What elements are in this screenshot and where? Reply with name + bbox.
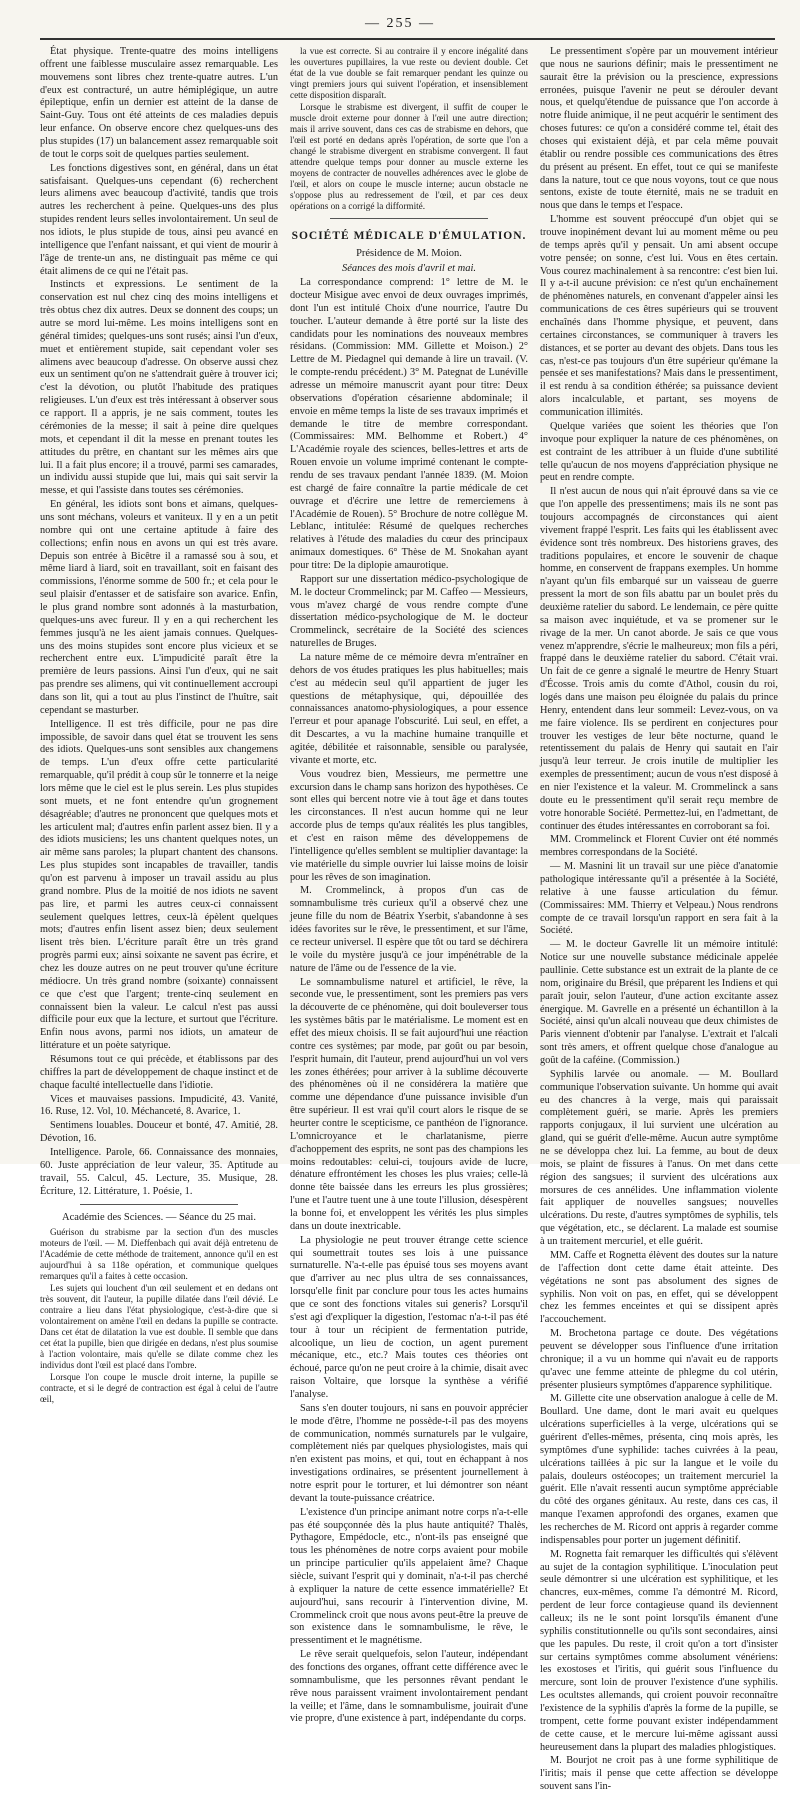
paragraph: M. Gillette cite une observation analogue à celle de M. Boullard. Une dame, dont le mari avait eu quelques ulcérations superficielles à la verge, ulcérations qui se guérirent d'elles-mêmes, présenta, cinq mois après, les symptômes d'une syphilide: taches cuivrées à la peau, ulcérations taillées à pic sur la langue et le voile du palais, douleurs ostéocopes; un traitement mercuriel la guérit. Elle n'avait ressenti aucun symptôme appréciable du côté des organes génitaux. Au reste, dans ces cas, il manque l'examen approfondi des organes, examen que les recherches de M. Ricord ont appris à regarder comme indispensables pour porter un jugement définitif. [540,1393,778,1546]
paragraph: Lorsque l'on coupe le muscle droit interne, la pupille se contracte, et si le degré de contraction est égal à celui de l'autre œil, [40,1372,278,1405]
paragraph: Vous voudrez bien, Messieurs, me permettre une excursion dans le champ sans horizon des hypothèses. Ce sont elles qui bercent notre vie à tout âge et dans toutes les circonstances. Il n'est aucun homme qui ne leur accorde plus de temps qu'aux réalités les plus tangibles, et c'est en raison même des développemens de l'intelligence qu'elles semblent se multiplier davantage: la vie matérielle du simple ouvrier lui laisse moins de loisir pour les rêves de son imagination. [290,768,528,883]
paragraph: M. Bourjot ne croit pas à une forme syphilitique de l'iritis; mais il pense que cette affection se développe souvent sans l'in- [540,1755,778,1793]
paragraph: Syphilis larvée ou anomale. — M. Boullard communique l'observation suivante. Un homme qui avait eu des chancres à la verge, mais qui paraissait complètement guéri, se marie. Après les premiers rapports conjugaux, il lui survient une ulcération au gland, qui se guérit d'elle-même. Aucun autre symptôme ne se développa chez lui. La femme, au bout de deux mois, se plaint de fissures à l'anus. On met dans cette région des sangsues; il survient des ulcérations aux morsures de ces annélides. Une inflammation violente fait appliquer de nouvelles sangsues; nouvelles ulcérations. Du reste, d'autres symptômes de syphilis, tels que végétation, etc., se déclarent. La malade est soumise à un traitement mercuriel, et elle guérit. [540,1068,778,1248]
paragraph: Sans s'en douter toujours, ni sans en pouvoir apprécier le mode d'être, l'homme ne possède-t-il pas des moyens de communication, nommés surnaturels par le vulgaire, complètement niés par quelques physiologistes, mais qui n'en existent pas moins, et qui, tout en échappant à nos investigations ordinaires, se présentent journellement à notre esprit pour le torturer, et lui démontrer son néant devant la toute-puissance créatrice. [290,1402,528,1504]
academy-body [40,1227,278,1406]
paragraph: M. Rognetta fait remarquer les difficultés qui s'élèvent au sujet de la contagion syphilitique. L'inoculation peut seule démontrer si une ulcération est syphilitique, et les chancres, eux-mêmes, comme l'a démontré M. Ricord, perdent de leur force contagieuse quand ils deviennent calleux; ils ne le sont point lorsqu'ils émanent d'une syphilis constitutionnelle ou qu'ils sont secondaires, ainsi que les papules. Du reste, il croit qu'on a tort d'insister sur certains symptômes comme absolument vénériens: les exostoses et l'iritis, qui guérit sous l'influence du mercure, sont loin de prouver l'existence d'une syphilis. Les ocultstes allemands, qui croient pouvoir reconnaître l'existence de la syphilis d'après la forme de la pupille, se trompent, cette forme pouvant exister indépendamment de cette cause, et le mercure lui-même agissant aussi heureusement dans la plupart des maladies phlogistiques. [540,1548,778,1753]
section-divider [330,218,488,219]
paragraph: Intelligence. Il est très difficile, pour ne pas dire impossible, de savoir dans quel état se trouvent les sens des idiots. Quelques-uns sont sensibles aux changemens de temps. L'un d'eux offre cette particularité remarquable, qu'il prédit à coup sûr le tonnerre et la neige lors même que le ciel est le plus serein. Les plus stupides sont muets, et ne font entendre qu'un grognement désagréable; d'autres ne prononcent que quelques mots et les articulent mal; d'autres enfin parlent assez bien. Il y a des idiots musiciens; les uns chantent quelques notes, un air même sans paroles; la plupart chantent des chansons. Les plus stupides sont incapables de travailler, tandis qu'on est parvenu à imposer un travail assidu au plus grand nombre. Plus de la moitié de nos idiots ne savent pas lire, et parmi les autres ceux-ci connaissent seulement quelques lettres, ceux-là épèlent quelques mots; d'autres enfin lisent assez bien; deux seulement lisent très bien. L'écriture paraît être un très grand progrès parmi eux; ainsi soixante ne savent pas écrire, et chez les douze autres on ne peut trouver qu'une écriture médiocre. Un très grand nombre (soixante) connaissent ce que c'est que l'argent; trente-cinq seulement en connaissent bien la valeur. Le calcul n'est pas aussi difficile pour eux que la lecture, et surtout que l'écriture. Enfin nous avons, parmi nos idiots, un amateur de littérature et un poète satyrique. [40,718,278,1052]
paragraph: MM. Crommelinck et Florent Cuvier ont été nommés membres correspondans de la Société. [540,834,778,859]
paragraph: Résumons tout ce qui précède, et établissons par des chiffres la part de développement de chaque instinct et de chaque faculté intellectuelle dans l'idiotie. [40,1054,278,1091]
paragraph: En général, les idiots sont bons et aimans, quelques-uns sont méchans, voleurs et vaniteux. Il y en a un petit nombre qui ont une certaine aptitude à faire des collections; enfin nous en avons un qui est très avare. Depuis son entrée à Bicêtre il a ramassé sou à sou, et même liard à liard, soit en travaillant, soit en faisant des commissions, l'énorme somme de 500 fr.; et cela pour le seul plaisir d'entasser et de satisfaire son avarice. Enfin, le plus grand nombre sont adonnés à la masturbation, quelques-uns avec fureur. Il y en a qui recherchent les femmes jusqu'à ne les aient jamais connues. Quelques-uns des moins stupides sont encore plus vicieux et se recherchent entre eux. L'impudicité paraît être la première de leurs passions. Ainsi l'un d'eux, qui ne sait pas prendre ses alimens, qui vit continuellement accroupi dans son lit, qui a tout au plus l'instinct de l'huître, sait cependant se masturber. [40,499,278,716]
paragraph: Guérison du strabisme par la section d'un des muscles moteurs de l'œil. — M. Dieffenbach qui avait déjà entretenu de l'Académie de cette méthode de traitement, annonce qu'il en est aujourd'hui à sa 118e opération, et communique quelques remarques qu'il a faites à cette occasion. [40,1226,278,1281]
paragraph: — M. Masnini lit un travail sur une pièce d'anatomie pathologique intéressante qu'il a présentée à la Société, relative à une fausse articulation du fémur. (Commissaires: MM. Thierry et Velpeau.) Nous rendrons compte de ce travail lorsqu'un rapport en sera fait à la Société. [540,861,778,937]
column-3 [540,46,778,1793]
paragraph: La physiologie ne peut trouver étrange cette science qui soumettrait toutes ses lois à une puissance surnaturelle. N'a-t-elle pas épuisé tous ses moyens avant que d'arriver au nec plus ultra de ses connaissances, lorsqu'elle finit par conclure pour tous les actes humains que ce sont des fonctions vitales sui generis? Lorsqu'il s'est agi d'expliquer la digestion, l'estomac n'a-t-il pas été tour à tour un récipient de fermentation putride, alcoolique, un lieu de coction, un agent purement mécanique, etc., etc.? Mais toutes ces théories ont échoué, parce qu'on ne peut croire à la chimie, disait avec raison Voltaire, que lorsque la synthèse a vérifié l'analyse. [290,1234,528,1400]
paragraph: État physique. Trente-quatre des moins intelligens offrent une faiblesse musculaire assez remarquable. Les mouvemens sont libres chez trente-quatre autres. L'un d'eux est contracturé, un autre hémiplégique, un autre épileptique, enfin un dernier est atteint de la danse de Saint-Guy. Tous ont été atteints de ces maladies depuis leur enfance. On observe encore chez quelques-uns des plus stupides (17) un balancement assez remarquable soit de tout le corps soit de quelques parties seulement. [40,46,278,160]
paragraph: La correspondance comprend: 1° lettre de M. le docteur Misigue avec envoi de deux ouvrages imprimés, dont l'un est intitulé Choix d'une nourrice, l'autre Du toucher. L'auteur demande à être porté sur la liste des candidats pour les nominations des nouveaux membres résidans. (Commission: MM. Gillette et Moison.) 2° Lettre de M. Piedagnel qui demande à lire un travail. (V. le compte-rendu précédent.) 3° M. Pategnat de Lunéville adresse un mémoire manuscrit ayant pour titre: Deux observations d'opération césarienne abdominale; il envoie en même temps la liste de ses travaux imprimés et demande le titre de membre correspondant. (Commissaires: MM. Belhomme et Robert.) 4° L'Académie royale des sciences, belles-lettres et arts de Rouen envoie un volume imprimé contenant le compte-rendu de ses travaux pendant l'année 1839. (M. Moion est chargé de faire connaître la partie médicale de cet ouvrage et d'écrire une lettre de remerciemens à l'Académie de Rouen). 5° Brochure de notre collègue M. Leblanc, intitulée: Résumé de quelques recherches relatives à l'étude des maladies du cœur des principaux animaux domestiques. 6° Thèse de M. Snokahan ayant pour titre: De la diplopie amaurotique. [290,277,528,571]
column-2 [290,46,528,1725]
header-rule [40,38,775,40]
paragraph: Intelligence. Parole, 66. Connaissance des monnaies, 60. Juste appréciation de leur valeur, 35. Aptitude au travail, 55. Calcul, 45. Lecture, 35. Musique, 28. Écriture, 12. Littérature, 1. Poésie, 1. [40,1147,278,1197]
paragraph: M. Brochetona partage ce doute. Des végétations peuvent se développer sous l'influence d'une irritation chronique; il a vu un homme qui n'avait eu de rapports qu'avec une femme atteinte de phlegme du col utérin, présenter plusieurs symptômes d'apparence syphilitique. [540,1328,778,1391]
academy-heading: Académie des Sciences. — Séance du 25 mai. [62,1212,256,1224]
paragraph: la vue est correcte. Si au contraire il y encore inégalité dans les ouvertures pupillaires, la vue reste ou devient double. Cet état de la vue double se fait remarquer pendant les quinze ou vingt premiers jours qui suivent l'opération, et insensiblement cette disposition disparaît. [290,46,528,101]
section-divider [80,1204,238,1205]
paragraph: Instincts et expressions. Le sentiment de la conservation est nul chez cinq des moins intelligens et très obtus chez dix autres. Deux se donnent des coups; un autre se mord lui-même. Les moins intelligens sont en général timides; quelques-uns sont rusés; ainsi l'un d'eux, muet et entièrement stupide, sait cependant voler ses alimens avec beaucoup d'adresse. On observe aussi chez eux un sentiment qu'on ne s'attendrait guère à trouver ici; c'est la dévotion, ou plutôt l'habitude des pratiques religieuses. L'un d'eux est très intéressant à observer sous ce rapport. Il a appris, je ne sais comment, toutes les cérémonies de la messe; il sait à peine dire quelques mots, et cependant il dit la messe en prenant toutes les attitudes du prêtre, en chantant sur les mêmes airs que lui. Il a fait plus encore; il a trouvé, parmi ses camarades, un individu aussi stupide que lui, mais qui sait servir la messe, et qui l'assiste dans toutes ses cérémonies. [40,279,278,497]
paragraph: Lorsque le strabisme est divergent, il suffit de couper le muscle droit externe pour donner à l'œil une autre direction; mais il arrive souvent, dans ces cas de strabisme en dehors, que l'œil est porté en dedans après l'opération, de sorte que l'on a changé le strabisme divergent en strabisme convergent. Il faut attendre quelque temps pour donner au muscle externe les moyens de contracter de nouvelles adhérences avec le globe de l'œil, et alors on coupe le muscle interne; aucun obstacle ne s'oppose plus au redressement de l'œil, et par ces deux opérations on a corrigé la difformité. [290,102,528,212]
paragraph: M. Crommelinck, à propos d'un cas de somnambulisme très curieux qu'il a observé chez une jeune fille du nom de Béatrix Yserbit, s'abandonne à ses idées favorites sur le rêve, le pressentiment, et sur l'âme, ce recteur universel. Il espère que tôt ou tard se déchirera le voile du mystère jusqu'à ce jour impénétrable de la nature de l'âme ou de l'essence de la vie. [290,885,528,974]
paragraph: MM. Caffe et Rognetta élèvent des doutes sur la nature de l'affection dont cette dame était atteinte. Des végétations ne sont pas absolument des signes de syphilis. Non voit on pas, en effet, qui se développent chez les femmes enceintes et qui se dissipent après l'accouchement. [540,1249,778,1326]
paragraph: Le somnambulisme naturel et artificiel, le rêve, la seconde vue, le pressentiment, sont les premiers pas vers la découverte de ce phénomène, qui doit bouleverser tous les systèmes bâtis par le matérialisme. Le moment est en effet des mieux choisis. Il se fait aujourd'hui une réaction contre ces systèmes; par mode, par goût ou par besoin, l'esprit humain, dit l'auteur, prend aujourd'hui un vol vers les zones éthérées; pour arriver à la sublime découverte des phénomènes où il ne considérera la matière que comme une dépendance d'une puissance invisible d'un être supérieur. Il est vrai qu'il court alors le risque de se heurter contre le scepticisme, ce panthéon de l'ignorance. L'omnicroyance et le charlatanisme, pierre d'achoppement des esprits, ne sont pas des champions les moins redoutables: celui-ci, toujours avide de lucre, dénature effrontément les choses les plus vraies; celle-là donne tête baissée dans les erreurs les plus grossières; l'une et l'autre tuent une à une toute l'illusion, désespèrent la bonne foi, et enveloppent les vérités les plus simples dans un doute inextricable. [290,976,528,1232]
society-body [290,277,528,1726]
society-session: Séances des mois d'avril et mai. [341,262,477,274]
col3-body [540,46,778,1794]
col2-intro [290,46,528,212]
paragraph: Les fonctions digestives sont, en général, dans un état satisfaisant. Quelques-uns cependant (6) recherchent leurs alimens avec beaucoup d'activité, tandis que trois autres les recherchent à peine. Quelques-uns des plus stupides rendent leurs selles involontairement. Un seul de nos idiots, le plus stupide de tous, ainsi peu avancé en intelligence que l'enfant naissant, et qui vient de mourir à l'âge de trente-un ans, ne distinguait pas même ce qui était alimens de ce qui ne l'était pas. [40,162,278,277]
column-1 [40,46,278,1405]
paragraph: La nature même de ce mémoire devra m'entraîner en dehors de vos études pratiques les plus habituelles; mais c'est au médecin seul qu'il appartient de juger les questions de métaphysique, qui, dépouillée des connaissances anatomo-physiologiques, a pour essence l'erreur et pour apanage l'obscurité. Lui seul, en effet, a dit Descartes, a vu la machine humaine tranquille et agitée, débilitée et raisonnable, sensible ou paralysée, vivante et morte, etc. [290,652,528,766]
paragraph: Vices et mauvaises passions. Impudicité, 43. Vanité, 16. Ruse, 12. Vol, 10. Méchanceté, 8. Avarice, 1. [40,1093,278,1118]
paragraph: — M. le docteur Gavrelle lit un mémoire intitulé: Notice sur une nouvelle substance médicinale appelée paullinie. Cette substance est un extrait de la plante de ce nom, originaire du Brésil, que préparent les Indiens et qui paraît jouir, selon l'auteur, d'une action excitante assez énergique. M. Gavrelle en a présenté un échantillon à la Société, ainsi qu'un alcali nouveau que deux chimistes de Paris viennent d'obtenir par l'analyse. L'extrait et l'alcali sont très amers, et offrent quelque chose d'analogue au goût de la caféine. (Commission.) [540,939,778,1067]
paragraph: Quelque variées que soient les théories que l'on invoque pour expliquer la nature de ces phénomènes, on est contraint de les attribuer à un fluide d'une subtilité telle qu'aucun de nos moyens d'appréciation physique ne peut en rendre compte. [540,420,778,484]
paragraph: Rapport sur une dissertation médico-psychologique de M. le docteur Crommelinck; par M. Caffeo — Messieurs, vous m'avez chargé de vous rendre compte d'une dissertation médico-psychologique de M. le docteur Crommelinck, secrétaire de la Société des sciences naturelles de Bruges. [290,573,528,650]
society-presidence: Présidence de M. Moion. [356,247,462,259]
paragraph: Le pressentiment s'opère par un mouvement intérieur que nous ne saurions définir; mais le pressentiment ne saurait être la prévision ou la prescience, expressions erronées, puisque l'avenir ne peut se dérouler devant nous, et quelqu'étendue de puissance que l'on accorde à notre fluide animique, il ne peut acquérir le sentiment des choses futures: ce qu'on a considéré comme tel, était des choses qui existaient déjà, et par cela même pouvait établir ou rendre possible ces communications des êtres du présent au présent. En effet, tout ce qui se manifeste dans la nature, tout ce que nous voyons, tout ce que nous sentons, existe de toute éternité, mais ne se traduit en nous que dans le temps et l'espace. [540,46,778,212]
society-heading: SOCIÉTÉ MÉDICALE D'ÉMULATION. [291,230,527,243]
paragraph: Les sujets qui louchent d'un œil seulement et en dedans ont très souvent, dit l'auteur, la pupille dilatée dans l'œil dévié. Le contraire a lieu dans l'état physiologique, c'est-à-dire que si volontairement on amène l'œil en dedans la pupille se contracte. Dans cet état de dilatation la vue est double. Il semble que dans cet état la pupille, bien que dirigée en dedans, n'est plus soumise à l'action volontaire, mais qu'elle se dilate comme chez les individus dont l'œil est placé dans l'ombre. [40,1282,278,1370]
paragraph: Il n'est aucun de nous qui n'ait éprouvé dans sa vie ce que l'on appelle des pressentimens; mais ils ne sont pas toujours accompagnés de circonstances qui aient vivement frappé l'esprit. Les faits qui les établissent avec évidence sont très nombreux. Des historiens graves, des traditions populaires, et encore le souvenir de chaque homme, en conservent de frappans exemples. Un homme n'ayant qu'un fils embarqué sur un vaisseau de guerre pressent la mort de son fils abattu par un boulet près du deuxième ratelier du sabord. Le lendemain, ce père quitte sa maison avec inquiétude, et va se promener sur le rivage de la mer. Un canot aborde. Je sais ce que vous venez m'apprendre, s'écrie le malheureux; mon fils a péri, frappé dans le deuxième ratelier du sabord. C'était vrai. Un fait de ce genre a signalé le meurtre de Henry Stuart d'Écosse. Trois amis du comte d'Athol, cousin du roi, logés dans une maison peu éloignée du palais du prince Henry, entendent dans leur sommeil: Levez-vous, on va me faire violence. Ils se perdirent en conjectures pour trouver les vestiges de leur bête nocturne, quand le retentissement du palais de Henry qui sautait en l'air jusqu'à leur terreur. Je crois inutile de multiplier les exemples de pressentiment; aucun de vous n'est disposé à en nier l'existence et la valeur. M. Crommelinck a sans doute eu le pressentiment qu'il serait reçu membre de votre honorable Société. Permettez-lui, en l'admettant, de continuer des études intéressantes en corroborant sa foi. [540,486,778,832]
paragraph: Sentimens louables. Douceur et bonté, 47. Amitié, 28. Dévotion, 16. [40,1120,278,1145]
col1-body [40,46,278,1198]
paragraph: L'existence d'un principe animant notre corps n'a-t-elle pas été soupçonnée dès la plus haute antiquité? Thalès, Pythagore, Empédocle, etc., n'ont-ils pas enseigné que tous les phénomènes de notre corps avaient pour mobile un principe particulier qu'ils appelaient âme? Chaque siècle, suivant l'esprit qui y dominait, n'a-t-il pas cherché à expliquer la nature de cette essence immatérielle? Et aujourd'hui, sans recourir à l'intervention divine, M. Crommelinck croit que nous avons peut-être la preuve de son existence dans le somnambulisme, le rêve, le pressentiment et le magnétisme. [290,1506,528,1647]
page-number: — 255 — [365,16,435,31]
paragraph: L'homme est souvent préoccupé d'un objet qui se trouve inopinément devant lui au moment même ou peu de temps après qu'il y pensait. Un ami absent occupe votre pensée; on sonne, c'est lui. Vous en êtes certain. Vous courez machinalement à sa rencontre: c'est bien lui. Il y a-t-il aucune prévision: ce n'est qu'un enchaînement de phénomènes naturels, en convenant d'appeler ainsi les communications de ces êtres supérieurs qui se trouvent enchaînés dans l'homme physique, et peuvent, dans certaines circonstances, se communiquer à travers les distances, et se porter au devant des objets. Dans tous les cas, n'est-ce pas toujours d'un être supérieur qu'émane la pensée et ses manifestations? Mais dans le pressentiment, il est rendu à sa condition éthérée; sa puissance devient alors incalculable, et partant, ses moyens de communication illimités. [540,214,778,419]
paragraph: Le rêve serait quelquefois, selon l'auteur, indépendant des fonctions des organes, offrant cette différence avec le somnambulisme, que les personnes rêvant pendant le rêve nous paraissent vraiment involontairement pendant la veille; et l'âme, dans le somnambulisme, jouirait d'une vie propre, d'une existence à part, indépendante du corps. [290,1649,528,1725]
